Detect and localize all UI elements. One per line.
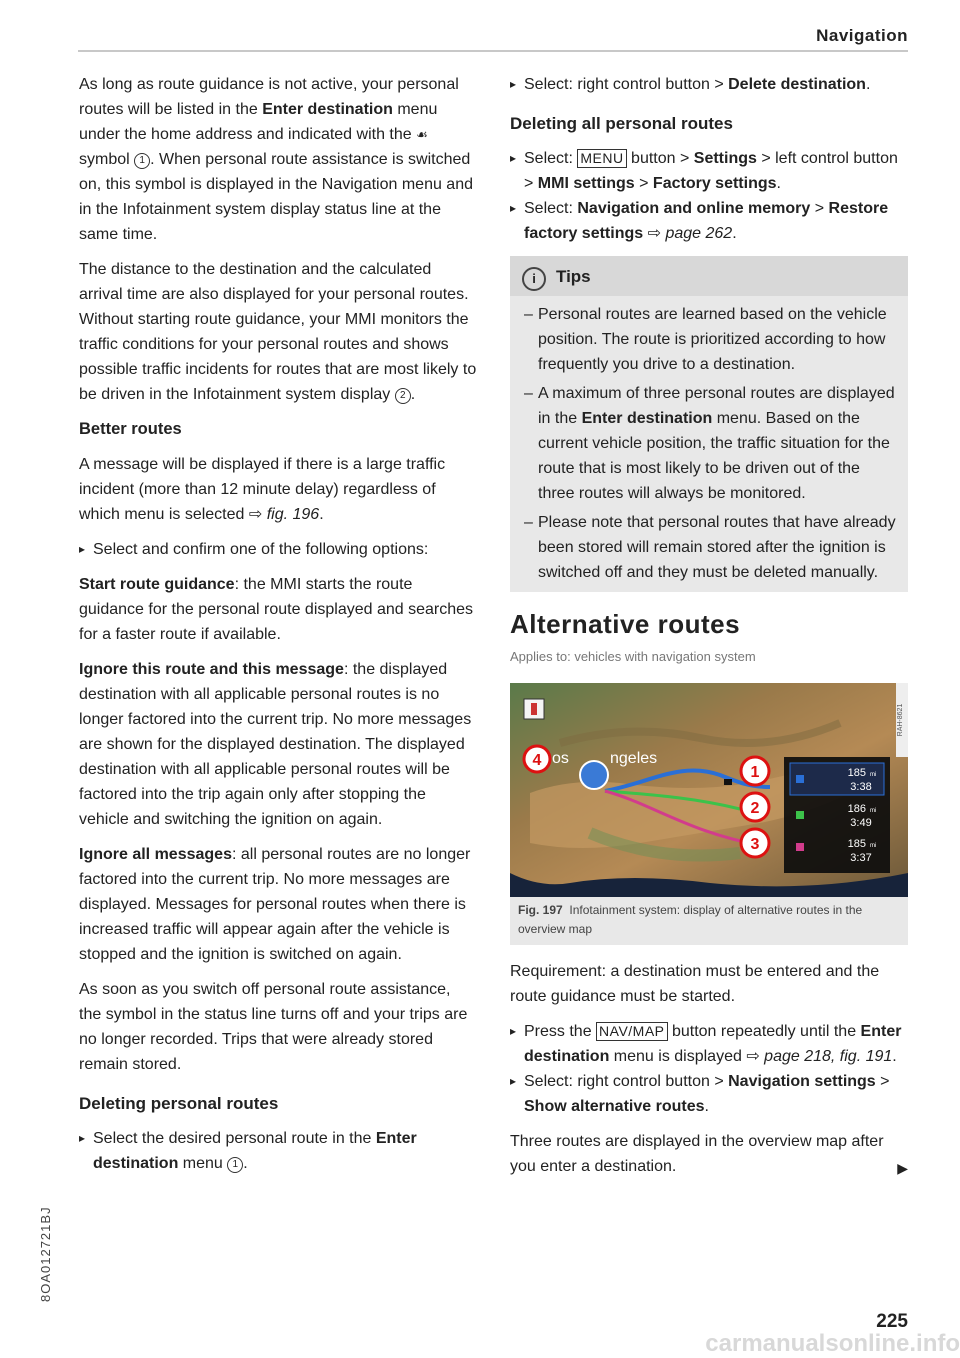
heading-deleting-personal-routes: Deleting personal routes	[79, 1094, 279, 1113]
tip-item: – A maximum of three personal routes are displayed in the Enter destination menu. Based on the current vehicle position, the traffic situation for the route that is most likely to be driven out of the three routes will always be monitored.	[510, 381, 908, 506]
map-city-label: os	[552, 750, 569, 767]
continue-arrow-icon: ▶	[897, 1160, 908, 1176]
paragraph-traffic-message: A message will be displayed if there is a large traffic incident (more than 12 minute delay) regardless of which menu is selected ⇨ fig. 196.	[79, 456, 446, 523]
step-select-option: ▸ Select and confirm one of the following options:	[79, 537, 477, 562]
callout-1-icon: 1	[134, 153, 150, 169]
heading-better-routes: Better routes	[79, 420, 182, 438]
figure-197	[510, 683, 908, 945]
step-delete-destination: ▸ Select: right control button > Delete destination.	[510, 72, 908, 97]
paragraph-distance-arrival: The distance to the destination and the calculated arrival time are also displayed for your personal routes. Without starting route guidance, your MMI monitors the traffic conditions for your personal routes and shows possible traffic incidents for routes that are most likely to be driven in the Infotainment system display 2 .	[79, 261, 477, 403]
page-header-title: Navigation	[816, 26, 908, 45]
callout-2-icon: 2	[395, 388, 411, 404]
header-rule	[78, 50, 908, 52]
tips-header: i Tips	[510, 256, 908, 296]
route-3-unit: mi	[870, 843, 877, 849]
watermark: carmanualsonline.info	[705, 1330, 960, 1357]
option-ignore-route: Ignore this route and this message: the displayed destination with all applicable personal routes is no longer factored into the current trip. No more messages are shown for the displayed destination. The displayed destination with all applicable personal routes will be factored into the trip again only after stopping the vehicle and switching the ignition on again.	[79, 661, 472, 828]
nav-map-key: NAV/MAP	[596, 1022, 667, 1041]
route-1-unit: mi	[870, 772, 877, 778]
figure-caption: Fig. 197 Infotainment system: display of alternative routes in the overview map	[510, 897, 908, 945]
tips-box	[510, 256, 908, 592]
paragraph-requirement: Requirement: a destination must be entered and the route guidance must be started.	[510, 963, 880, 1005]
figure-code: RAH-8621	[897, 703, 904, 737]
map-city-label-2: ngeles	[610, 750, 658, 767]
route-3-time: 3:37	[850, 852, 872, 864]
page-number: 225	[876, 1311, 908, 1332]
personal-route-symbol-icon: ☙	[416, 127, 428, 142]
map-callout-3: 3	[750, 836, 760, 853]
map-callout-2: 2	[750, 800, 760, 817]
tip-item: – Please note that personal routes that have already been stored will remain stored after the ignition is switched off and they must be deleted manually.	[510, 510, 908, 585]
option-start-route-guidance: Start route guidance: the MMI starts the route guidance for the personal route displayed and searches for a faster route if available.	[79, 576, 474, 643]
alternative-routes-map-image	[510, 683, 908, 897]
route-1-distance: 185	[847, 767, 866, 779]
route-3-distance: 185	[847, 838, 866, 850]
figure-reference-link[interactable]: ⇨ fig. 196	[248, 506, 320, 523]
step-show-alternative-routes: ▸ Select: right control button > Navigation settings > Show alternative routes.	[510, 1069, 908, 1119]
document-code: 8OA012721BJ	[38, 1206, 53, 1302]
paragraph-personal-routes-intro: As long as route guidance is not active, your personal routes will be listed in the Enter destination menu under the home address and indicated with the ☙ symbol 1 . When personal route assistance is switched on, this symbol is displayed in the Navigation menu and in the Infotainment system display status line at the same time.	[79, 76, 473, 243]
route-2-distance: 186	[847, 803, 866, 815]
menu-key: MENU	[577, 149, 626, 168]
page-reference-link[interactable]: ⇨ page 218, fig. 191	[746, 1048, 893, 1065]
step-restore-factory: ▸ Select: Navigation and online memory > Restore factory settings ⇨ page 262.	[510, 196, 908, 246]
heading-deleting-all-routes: Deleting all personal routes	[510, 114, 733, 133]
left-column	[79, 72, 477, 1186]
callout-1-icon: 1	[227, 1157, 243, 1173]
step-open-settings: ▸ Select: MENU button > Settings > left control button > MMI settings > Factory settings.	[510, 146, 908, 196]
tip-item: – Personal routes are learned based on the vehicle position. The route is prioritized according to how frequently you drive to a destination.	[510, 302, 908, 377]
step-press-navmap: ▸ Press the NAV/MAP button repeatedly until the Enter destination menu is displayed ⇨ page 218, fig. 191.	[510, 1019, 908, 1069]
info-icon: i	[522, 267, 546, 291]
map-callout-4: 4	[532, 752, 542, 769]
step-select-route: ▸ Select the desired personal route in the Enter destination menu 1 .	[79, 1126, 477, 1176]
section-title: Alternative routes	[510, 609, 741, 639]
option-ignore-all: Ignore all messages: all personal routes are no longer factored into the current trip. No more messages are displayed. Messages for personal routes when there is increased traffic will appear again after the vehicle is stopped and the ignition is switched on again.	[79, 846, 471, 963]
route-2-unit: mi	[870, 808, 877, 814]
applies-to-note: Applies to: vehicles with navigation system	[510, 649, 756, 664]
route-2-time: 3:49	[850, 817, 872, 829]
route-1-time: 3:38	[850, 781, 872, 793]
paragraph-switch-off: As soon as you switch off personal route assistance, the symbol in the status line turns off and your trips are no longer recorded. Trips that were already stored remain stored.	[79, 981, 468, 1073]
right-column	[510, 72, 908, 1189]
paragraph-three-routes: Three routes are displayed in the overview map after you enter a destination. ▶	[510, 1129, 908, 1179]
map-callout-1: 1	[750, 764, 760, 781]
page-reference-link[interactable]: ⇨ page 262	[647, 225, 733, 242]
